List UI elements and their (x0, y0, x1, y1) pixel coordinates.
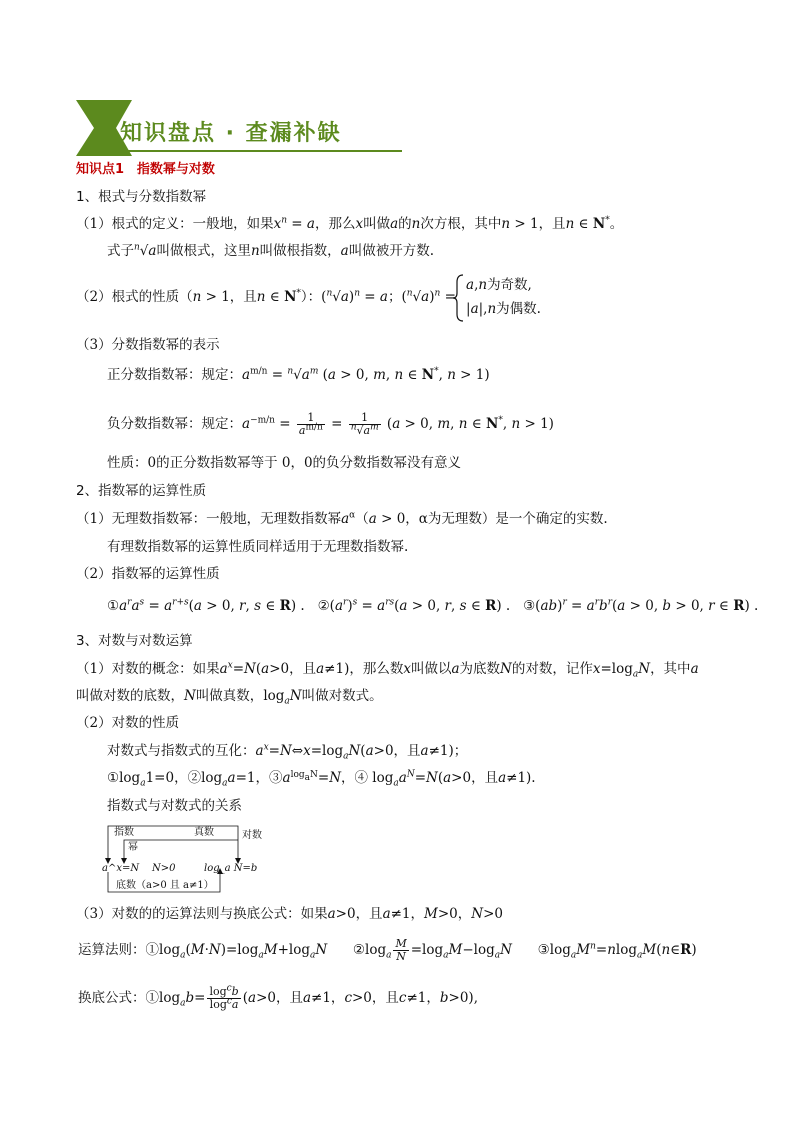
s3-p3-rules: 运算法则：$①\log_a(M\cdot N)=\log_aM+\log_aN$ $②\log_a$ $\frac{M}{N}$ $=\log_aM-\log_aN$ $③\log_aM^n=nlog_aM(n\in R)$ (78, 937, 697, 963)
s1-p2: （2）根式的性质（n > 1，且n ∈ N*）：$(^n√a)^n = a$；$(^n√a)^n$ = (76, 288, 456, 305)
s1-p3-property: 性质：0的正分数指数幂等于 0，0的负分数指数幂没有意义 (107, 455, 462, 471)
s2-p1-line1: （1）无理数指数幂：一般地，无理数指数幂$a^\alpha(a > 0$，α为无理数）是一个确定的实数. (76, 510, 608, 527)
cases-brace-icon (452, 274, 464, 322)
s2-p1-line2: 有理数指数幂的运算性质同样适用于无理数指数幂. (107, 539, 409, 555)
s1-p1-line2: 式子$^n$√a叫做根式，这里n叫做根指数，a叫做被开方数. (107, 242, 435, 259)
s3-p3-change-of-base: 换底公式：$①\log_ab=$ $\frac{\log^cb}{\log^ca}$ (a>0，且a≠1，c>0，且c≠1，b>0), (78, 983, 478, 1011)
s3-p2-title: （2）对数的性质 (76, 715, 180, 731)
banner-underline (112, 150, 402, 152)
s3-p3-title: （3）对数的的运算法则与换底公式：如果a>0，且a≠1，M>0，N>0 (76, 906, 503, 922)
s2-p2-title: （2）指数幂的运算性质 (76, 566, 220, 582)
s1-p3-title: （3）分数指数幂的表示 (76, 337, 220, 353)
svg-text:N>0: N>0 (152, 863, 176, 874)
svg-text:幂: 幂 (128, 842, 138, 853)
s1-p2-case1: a,n为奇数, (466, 277, 532, 293)
s3-p2-line1: 对数式与指数式的互化：$a^x=N\Leftrightarrow x=\log_aN(a>0$，且a≠1)； (107, 742, 468, 762)
s1-p3-negative: 负分数指数幂：规定：$a^{-m/n}$ = $\frac{1}{a^{m/n}}$ = $\frac{1}{^n√a^m}$ (a > 0, m, n ∈ N*, n > 1) (107, 411, 554, 437)
s3-p2-line2: $①\log_a1=0$，$②\log_aa=1$，$③a^{log_aN}=N$，④ $\log_aa^N=N(a>0$，且a≠1). (107, 769, 536, 789)
section-3-title: 3、对数与对数运算 (76, 633, 193, 649)
kp-label: 知识点1 (76, 162, 125, 177)
exp-log-relation-diagram (100, 824, 270, 898)
section-2-title: 2、指数幂的运算性质 (76, 483, 207, 499)
svg-text:真数: 真数 (194, 827, 214, 838)
svg-text:a^x=N: a^x=N (102, 863, 140, 874)
svg-text:底数（a>0 且 a≠1）: 底数（a>0 且 a≠1） (116, 880, 214, 891)
s3-p2-relation: 指数式与对数式的关系 (107, 798, 242, 814)
s3-p1-line2: 叫做对数的底数，N叫做真数，$\log_aN$叫做对数式。 (76, 688, 383, 707)
knowledge-point-heading (76, 160, 215, 179)
kp-title: 指数幂与对数 (136, 162, 215, 177)
svg-text:指数: 指数 (114, 827, 134, 838)
s1-p2-case2: |a|,n为偶数. (466, 301, 541, 317)
s3-p1-line1: （1）对数的概念：如果$a^x=N(a>0$，且a≠1)，那么数x叫做以a为底数N的对数，记作$x=\log_aN$，其中a (76, 660, 699, 680)
s1-p1-line1: （1）根式的定义：一般地，如果$x^n = a$，那么x叫做a的n次方根，其中n > 1，且n ∈ N*。 (76, 215, 624, 232)
svg-text:对数: 对数 (242, 830, 262, 841)
svg-text:log_a N=b: log_a N=b (204, 863, 258, 874)
section-1-title: 1、根式与分数指数幂 (76, 189, 207, 205)
banner-title: 知识盘点 · 查漏补缺 (120, 121, 342, 146)
s2-p2-formulas: $①a^ra^s = a^{r+s}(a > 0$, r, s ∈ R) . $②(a^r)^s = a^{rs}(a > 0$, r, s ∈ R) . ③(ab)$^r$ = $a^rb^r(a > 0$, b > 0, r ∈ R) . (107, 597, 759, 614)
s1-p3-positive: 正分数指数幂：规定：$a^{m/n} = ^n√a^m$ (a > 0, m, n ∈ N*, n > 1) (107, 366, 490, 383)
